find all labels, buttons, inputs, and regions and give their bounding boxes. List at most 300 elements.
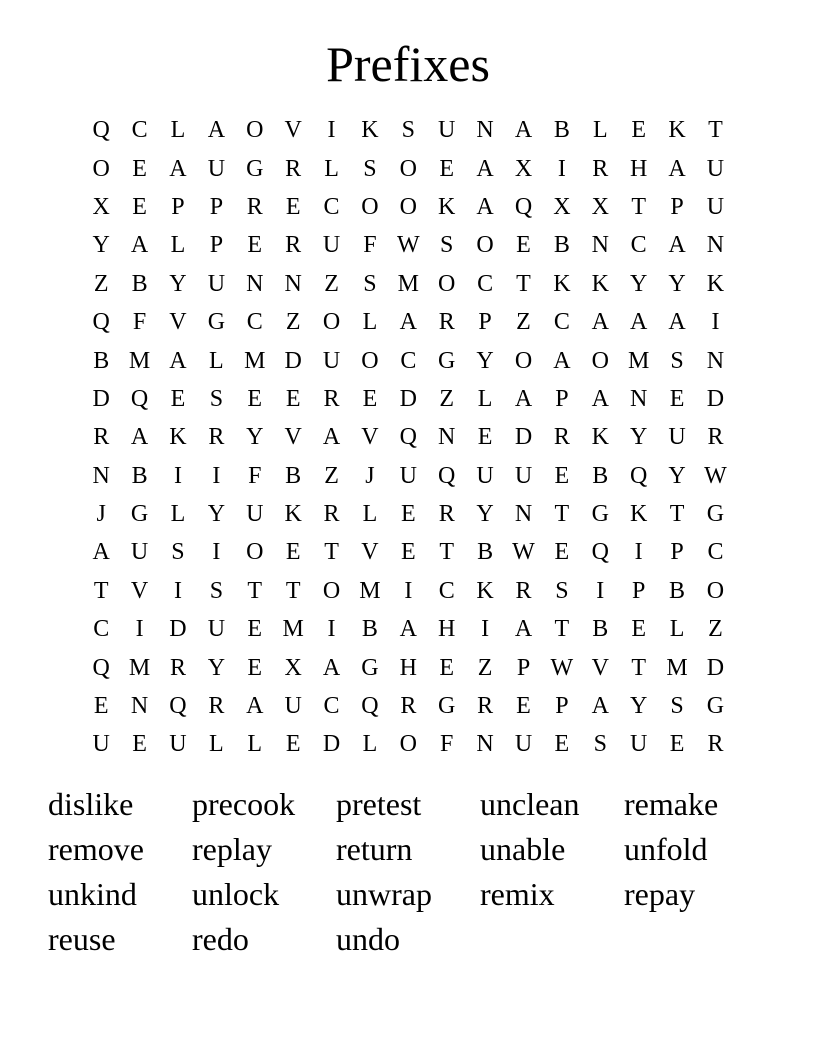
- word-list-item: dislike: [48, 786, 134, 822]
- grid-letter: V: [591, 654, 609, 681]
- grid-letter: T: [285, 577, 301, 604]
- grid-letter: L: [170, 501, 186, 528]
- grid-letter: L: [592, 117, 608, 144]
- grid-letter: S: [401, 117, 415, 144]
- grid-letter: G: [438, 693, 456, 720]
- grid-letter: P: [171, 193, 185, 220]
- grid-letter: D: [514, 424, 533, 451]
- grid-letter: J: [365, 462, 375, 489]
- grid-letter: A: [591, 309, 609, 336]
- grid-letter: N: [706, 232, 725, 259]
- grid-letter: I: [557, 155, 566, 182]
- grid-letter: K: [591, 424, 609, 451]
- grid-letter: Y: [476, 501, 494, 528]
- grid-letter: R: [208, 424, 225, 451]
- grid-letter: R: [285, 155, 302, 182]
- grid-letter: I: [711, 309, 720, 336]
- grid-letter: L: [362, 501, 378, 528]
- grid-row: [82, 341, 735, 379]
- grid-letter: D: [706, 654, 725, 681]
- grid-letter: F: [132, 309, 147, 336]
- grid-letter: G: [438, 347, 456, 374]
- grid-letter: E: [554, 539, 570, 566]
- grid-letter: O: [476, 232, 494, 259]
- grid-letter: K: [668, 117, 686, 144]
- grid-letter: T: [439, 539, 455, 566]
- grid-letter: T: [669, 501, 685, 528]
- grid-letter: E: [400, 501, 416, 528]
- grid-letter: E: [132, 155, 147, 182]
- grid-letter: P: [670, 539, 684, 566]
- grid-letter: A: [322, 654, 341, 681]
- grid-letter: I: [481, 616, 490, 643]
- grid-row: [82, 226, 735, 264]
- grid-letter: A: [553, 347, 571, 374]
- grid-row: [82, 418, 735, 456]
- grid-letter: B: [361, 616, 378, 643]
- grid-letter: M: [627, 347, 650, 374]
- grid-letter: D: [284, 347, 302, 374]
- grid-letter: R: [93, 424, 110, 451]
- grid-letter: E: [554, 462, 570, 489]
- grid-letter: A: [169, 347, 187, 374]
- grid-letter: Y: [668, 270, 686, 297]
- grid-letter: T: [516, 270, 531, 297]
- grid-letter: S: [440, 232, 454, 259]
- grid-letter: E: [247, 654, 263, 681]
- grid-letter: C: [323, 193, 340, 220]
- grid-letter: Y: [246, 424, 264, 451]
- grid-letter: O: [361, 347, 379, 374]
- grid-letter: I: [173, 462, 182, 489]
- grid-letter: A: [476, 193, 494, 220]
- grid-letter: Y: [169, 270, 187, 297]
- grid-letter: Q: [92, 654, 110, 681]
- grid-letter: N: [476, 731, 494, 758]
- word-list-item: unkind: [48, 876, 137, 912]
- grid-letter: D: [706, 385, 725, 412]
- grid-letter: U: [284, 693, 302, 720]
- grid-letter: T: [631, 193, 646, 220]
- grid-letter: V: [284, 117, 302, 144]
- grid-letter: M: [244, 347, 266, 374]
- grid-letter: A: [591, 385, 609, 412]
- grid-letter: U: [514, 731, 533, 758]
- grid-letter: U: [668, 424, 686, 451]
- grid-letter: M: [128, 654, 151, 681]
- grid-letter: Z: [439, 385, 455, 412]
- grid-letter: V: [284, 424, 302, 451]
- grid-letter: S: [363, 155, 377, 182]
- grid-letter: R: [438, 309, 455, 336]
- grid-row: [82, 572, 735, 610]
- grid-letter: N: [629, 385, 648, 412]
- grid-letter: B: [669, 577, 686, 604]
- grid-letter: U: [207, 616, 226, 643]
- grid-letter: O: [399, 155, 417, 182]
- grid-letter: C: [131, 117, 148, 144]
- grid-letter: E: [439, 155, 455, 182]
- grid-letter: O: [246, 117, 264, 144]
- grid-letter: N: [591, 232, 609, 259]
- grid-letter: Z: [477, 654, 493, 681]
- grid-letter: F: [363, 232, 377, 259]
- grid-letter: Z: [708, 616, 723, 643]
- grid-letter: B: [477, 539, 494, 566]
- grid-letter: G: [591, 501, 609, 528]
- grid-letter: R: [438, 501, 455, 528]
- word-list-item: remove: [48, 831, 144, 867]
- grid-letter: L: [170, 117, 186, 144]
- grid-letter: I: [404, 577, 413, 604]
- grid-letter: A: [514, 616, 533, 643]
- grid-letter: S: [209, 577, 224, 604]
- grid-letter: W: [512, 539, 535, 566]
- grid-letter: U: [514, 462, 533, 489]
- grid-letter: U: [169, 731, 187, 758]
- grid-letter: T: [324, 539, 339, 566]
- grid-letter: X: [553, 193, 571, 220]
- grid-letter: E: [516, 232, 531, 259]
- grid-letter: M: [282, 616, 304, 643]
- grid-letter: S: [171, 539, 185, 566]
- grid-letter: I: [596, 577, 605, 604]
- grid-letter: K: [169, 424, 187, 451]
- grid-letter: T: [93, 577, 109, 604]
- grid-letter: T: [554, 501, 570, 528]
- grid-letter: R: [477, 693, 494, 720]
- grid-letter: O: [322, 309, 341, 336]
- grid-letter: E: [132, 731, 147, 758]
- grid-letter: E: [170, 385, 186, 412]
- grid-letter: U: [399, 462, 417, 489]
- word-list-item: remake: [624, 786, 719, 822]
- grid-letter: R: [553, 424, 570, 451]
- grid-letter: K: [706, 270, 725, 297]
- word-list-item: remix: [480, 876, 555, 912]
- grid-row: [82, 188, 735, 226]
- grid-letter: P: [631, 577, 646, 604]
- grid-letter: B: [592, 616, 609, 643]
- grid-letter: B: [553, 232, 570, 259]
- grid-letter: Q: [629, 462, 648, 489]
- grid-letter: S: [363, 270, 377, 297]
- grid-letter: K: [591, 270, 609, 297]
- grid-letter: N: [706, 347, 725, 374]
- grid-letter: B: [592, 462, 609, 489]
- grid-letter: U: [706, 193, 725, 220]
- word-list-item: precook: [192, 786, 296, 822]
- grid-letter: D: [169, 616, 187, 643]
- word-list-item: undo: [336, 921, 400, 957]
- grid-letter: N: [92, 462, 110, 489]
- word-list-item: unfold: [624, 831, 708, 867]
- grid-letter: G: [706, 501, 725, 528]
- grid-letter: I: [327, 616, 336, 643]
- grid-letter: Q: [92, 117, 110, 144]
- grid-letter: I: [212, 462, 221, 489]
- grid-letter: E: [285, 539, 301, 566]
- grid-letter: Q: [514, 193, 533, 220]
- grid-letter: X: [591, 193, 609, 220]
- grid-letter: C: [553, 309, 570, 336]
- grid-letter: A: [130, 232, 149, 259]
- grid-letter: A: [629, 309, 648, 336]
- grid-letter: Z: [516, 309, 531, 336]
- grid-letter: N: [284, 270, 302, 297]
- grid-letter: M: [666, 654, 688, 681]
- grid-letter: O: [399, 193, 417, 220]
- grid-letter: H: [629, 155, 648, 182]
- word-list-row: [48, 827, 768, 872]
- grid-letter: A: [92, 539, 110, 566]
- grid-letter: Z: [324, 462, 339, 489]
- grid-letter: P: [670, 193, 684, 220]
- grid-letter: Y: [207, 654, 226, 681]
- grid-letter: K: [284, 501, 302, 528]
- grid-letter: N: [246, 270, 264, 297]
- grid-letter: Y: [629, 270, 648, 297]
- grid-letter: Y: [629, 693, 648, 720]
- grid-letter: P: [555, 385, 569, 412]
- grid-letter: B: [131, 270, 148, 297]
- grid-letter: G: [130, 501, 149, 528]
- word-list-item: reuse: [48, 921, 116, 957]
- grid-letter: A: [130, 424, 149, 451]
- word-list-row: [48, 917, 768, 962]
- grid-letter: V: [169, 309, 187, 336]
- grid-letter: A: [169, 155, 187, 182]
- grid-letter: E: [285, 731, 301, 758]
- grid-letter: L: [362, 309, 378, 336]
- grid-letter: Z: [324, 270, 339, 297]
- grid-letter: U: [130, 539, 149, 566]
- grid-letter: U: [438, 117, 456, 144]
- grid-letter: I: [173, 577, 182, 604]
- grid-letter: E: [631, 616, 646, 643]
- grid-letter: K: [438, 193, 456, 220]
- grid-letter: Z: [285, 309, 301, 336]
- grid-letter: S: [593, 731, 607, 758]
- grid-letter: A: [246, 693, 264, 720]
- grid-letter: C: [630, 232, 647, 259]
- grid-letter: L: [209, 347, 224, 374]
- grid-letter: F: [440, 731, 454, 758]
- word-list-item: replay: [192, 831, 272, 867]
- grid-letter: R: [515, 577, 532, 604]
- letter-grid: [82, 111, 735, 764]
- grid-letter: Y: [476, 347, 494, 374]
- grid-letter: R: [400, 693, 417, 720]
- grid-letter: A: [668, 155, 686, 182]
- grid-letter: Y: [629, 424, 648, 451]
- grid-letter: O: [361, 193, 379, 220]
- grid-letter: Q: [92, 309, 110, 336]
- grid-letter: A: [514, 117, 533, 144]
- grid-letter: B: [553, 117, 570, 144]
- grid-letter: E: [669, 731, 685, 758]
- grid-letter: L: [324, 155, 339, 182]
- grid-letter: N: [130, 693, 149, 720]
- grid-letter: O: [399, 731, 417, 758]
- grid-letter: E: [247, 385, 263, 412]
- grid-letter: A: [399, 309, 417, 336]
- grid-letter: I: [135, 616, 144, 643]
- word-list-row: [48, 872, 768, 917]
- grid-letter: T: [247, 577, 263, 604]
- grid-letter: A: [399, 616, 417, 643]
- grid-letter: R: [707, 731, 724, 758]
- grid-letter: O: [246, 539, 264, 566]
- grid-letter: D: [92, 385, 110, 412]
- grid-letter: P: [555, 693, 569, 720]
- grid-letter: T: [631, 654, 646, 681]
- grid-letter: U: [322, 232, 341, 259]
- grid-letter: M: [359, 577, 381, 604]
- grid-letter: Q: [130, 385, 149, 412]
- grid-letter: O: [92, 155, 110, 182]
- grid-letter: N: [514, 501, 533, 528]
- grid-letter: R: [208, 693, 225, 720]
- grid-letter: V: [361, 539, 379, 566]
- grid-letter: P: [516, 654, 531, 681]
- word-list-item: unclean: [480, 786, 580, 822]
- grid-letter: A: [591, 693, 609, 720]
- grid-letter: A: [207, 117, 226, 144]
- grid-letter: A: [514, 385, 533, 412]
- grid-letter: P: [209, 232, 224, 259]
- word-list: [48, 782, 768, 962]
- grid-letter: U: [476, 462, 494, 489]
- grid-letter: G: [361, 654, 379, 681]
- grid-letter: O: [322, 577, 341, 604]
- grid-letter: Y: [92, 232, 110, 259]
- grid-row: [82, 648, 735, 686]
- grid-letter: P: [478, 309, 492, 336]
- grid-letter: I: [212, 539, 221, 566]
- grid-letter: U: [92, 731, 110, 758]
- grid-letter: Q: [361, 693, 379, 720]
- grid-letter: C: [93, 616, 110, 643]
- grid-letter: K: [361, 117, 379, 144]
- grid-letter: A: [668, 309, 686, 336]
- grid-letter: O: [438, 270, 456, 297]
- grid-letter: X: [284, 654, 302, 681]
- grid-letter: S: [670, 347, 684, 374]
- grid-letter: Y: [207, 501, 226, 528]
- grid-letter: Q: [399, 424, 417, 451]
- grid-letter: G: [706, 693, 725, 720]
- grid-letter: C: [707, 539, 724, 566]
- grid-letter: E: [631, 117, 646, 144]
- grid-letter: L: [362, 731, 378, 758]
- grid-letter: J: [96, 501, 106, 528]
- grid-letter: T: [554, 616, 570, 643]
- word-list-item: unwrap: [336, 876, 432, 912]
- grid-letter: R: [169, 654, 186, 681]
- grid-letter: D: [399, 385, 417, 412]
- grid-row: [82, 725, 735, 763]
- word-list-item: unlock: [192, 876, 280, 912]
- grid-letter: H: [438, 616, 456, 643]
- grid-letter: B: [93, 347, 110, 374]
- grid-letter: N: [438, 424, 456, 451]
- grid-letter: L: [209, 731, 224, 758]
- grid-letter: E: [247, 232, 263, 259]
- grid-letter: K: [476, 577, 494, 604]
- grid-letter: Y: [668, 462, 686, 489]
- grid-letter: A: [476, 155, 494, 182]
- grid-letter: S: [670, 693, 684, 720]
- grid-letter: U: [629, 731, 648, 758]
- grid-letter: M: [128, 347, 151, 374]
- grid-letter: V: [130, 577, 149, 604]
- grid-letter: C: [323, 693, 340, 720]
- grid-letter: I: [327, 117, 336, 144]
- grid-letter: E: [516, 693, 531, 720]
- grid-letter: U: [207, 155, 226, 182]
- grid-letter: E: [362, 385, 378, 412]
- grid-letter: U: [207, 270, 226, 297]
- grid-letter: G: [246, 155, 264, 182]
- grid-letter: R: [707, 424, 724, 451]
- grid-letter: K: [553, 270, 571, 297]
- grid-letter: Z: [93, 270, 109, 297]
- word-list-item: unable: [480, 831, 566, 867]
- grid-letter: R: [323, 501, 340, 528]
- grid-letter: K: [629, 501, 648, 528]
- grid-letter: L: [669, 616, 685, 643]
- grid-row: [82, 111, 735, 149]
- grid-letter: W: [550, 654, 574, 681]
- grid-letter: X: [514, 155, 533, 182]
- word-list-item: pretest: [336, 786, 422, 822]
- grid-letter: E: [247, 616, 263, 643]
- grid-letter: O: [591, 347, 609, 374]
- grid-letter: Q: [591, 539, 609, 566]
- grid-letter: A: [322, 424, 341, 451]
- grid-letter: X: [92, 193, 110, 220]
- grid-row: [82, 265, 735, 303]
- grid-letter: C: [246, 309, 263, 336]
- grid-letter: Q: [438, 462, 456, 489]
- grid-letter: R: [592, 155, 609, 182]
- grid-letter: R: [285, 232, 302, 259]
- grid-row: [82, 495, 735, 533]
- grid-letter: R: [323, 385, 340, 412]
- grid-row: [82, 610, 735, 648]
- grid-letter: L: [477, 385, 493, 412]
- grid-letter: E: [93, 693, 109, 720]
- grid-letter: A: [668, 232, 686, 259]
- grid-letter: O: [514, 347, 533, 374]
- grid-letter: T: [708, 117, 723, 144]
- grid-letter: E: [477, 424, 493, 451]
- grid-row: [82, 303, 735, 341]
- grid-row: [82, 380, 735, 418]
- grid-letter: V: [361, 424, 379, 451]
- grid-letter: O: [706, 577, 725, 604]
- grid-letter: W: [704, 462, 727, 489]
- grid-row: [82, 533, 735, 571]
- word-list-item: return: [336, 831, 413, 867]
- grid-row: [82, 687, 735, 725]
- grid-letter: E: [400, 539, 416, 566]
- grid-letter: E: [439, 654, 455, 681]
- grid-letter: C: [400, 347, 417, 374]
- grid-letter: Q: [169, 693, 187, 720]
- grid-letter: H: [399, 654, 417, 681]
